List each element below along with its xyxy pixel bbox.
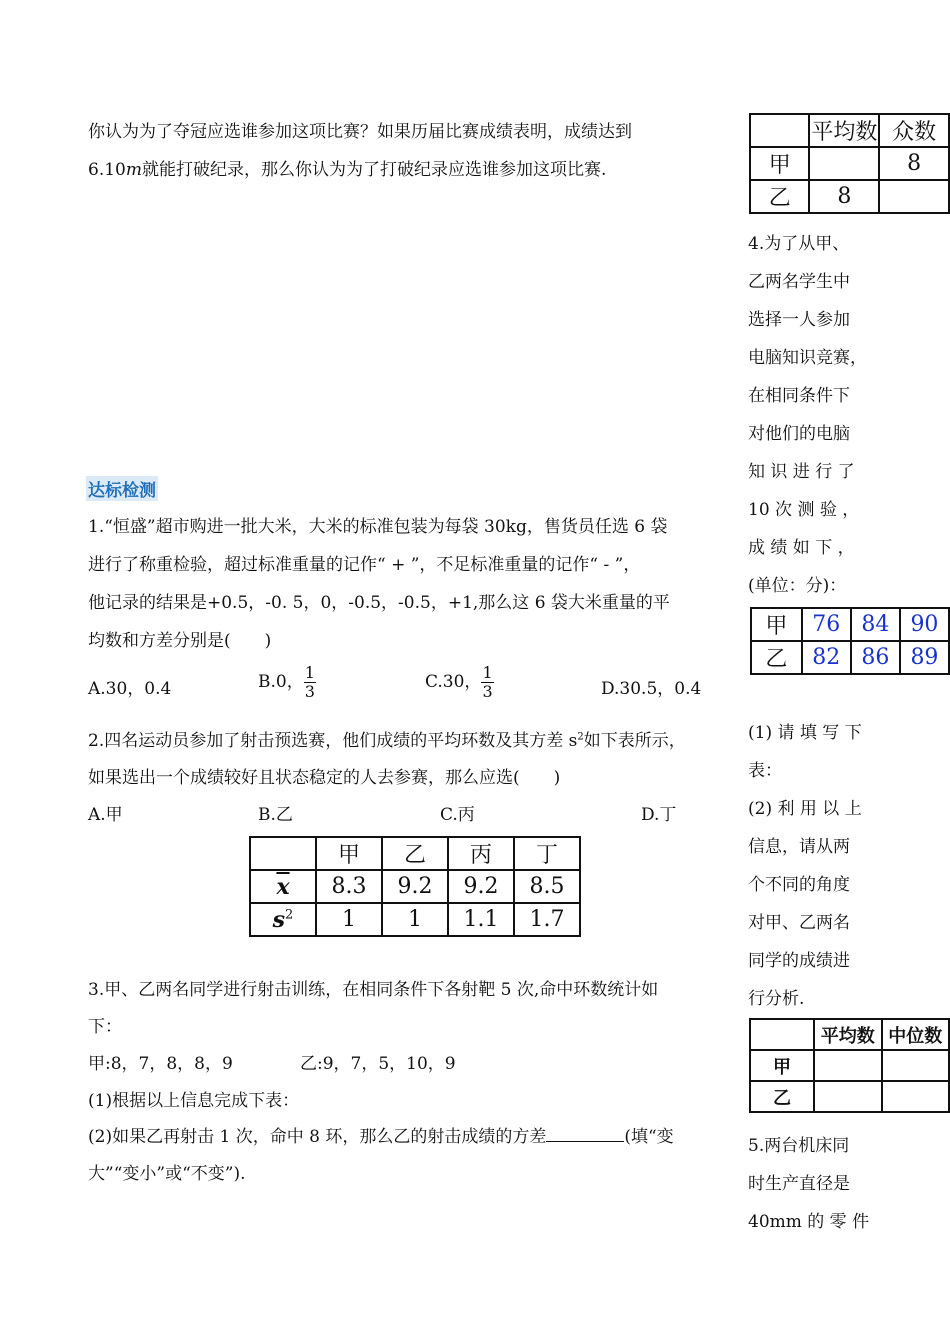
q5-line-1: 时生产直径是 — [748, 1174, 850, 1194]
q4-line-6: 知 识 进 行 了 — [748, 462, 855, 482]
top-text-line1: 你认为为了夺冠应选谁参加这项比赛？如果历届比赛成绩表明，成绩达到 — [88, 122, 632, 142]
q2-h3: 丙 — [448, 837, 514, 870]
q4-sub-2: (2) 利 用 以 上 — [748, 799, 862, 819]
t3-r1-c2 — [882, 1081, 949, 1112]
q1-c-denominator: 3 — [482, 682, 493, 701]
t3-h1: 平均数 — [814, 1019, 881, 1050]
q1-option-c-label: C.30， — [425, 672, 482, 692]
record-number: 6.10 — [88, 160, 126, 180]
q2-line-1 — [88, 726, 686, 751]
section-title: 达标检测 — [86, 476, 158, 501]
t1-r0-c0: 甲 — [750, 147, 809, 180]
q1-line-0: 1.“恒盛”超市购进一批大米，大米的标准包装为每袋 30kg，售货员任选 6 袋 — [88, 517, 668, 537]
t3-r0-c1 — [814, 1050, 881, 1081]
q2-var-3: 1.7 — [514, 903, 580, 936]
q3-line-1: 下： — [88, 1017, 122, 1037]
q2-line1-post: 如下表所示， — [583, 731, 686, 751]
q2-mean-label — [250, 870, 316, 903]
q4-line-3: 电脑知识竞赛， — [748, 348, 867, 368]
q2-mean-3: 8.5 — [514, 870, 580, 903]
q2-option-a: A.甲 — [88, 805, 123, 825]
s-symbol: s — [272, 906, 286, 933]
q1-option-b — [258, 664, 316, 701]
q2-var-2: 1.1 — [448, 903, 514, 936]
q3-sub2-line2: 大”“变小”或“不变”). — [88, 1164, 246, 1184]
x-bar-symbol: $\overline{x}$ — [276, 873, 290, 900]
t1-h2: 众数 — [879, 114, 949, 147]
q4-sub-0: (1) 请 填 写 下 — [748, 723, 862, 743]
q2-var-label — [250, 903, 316, 936]
q1-option-b-label: B.0， — [258, 672, 304, 692]
q4-line-8: 成 绩 如 下 ， — [748, 538, 855, 558]
t1-h0 — [750, 114, 809, 147]
t3-h2: 中位数 — [882, 1019, 949, 1050]
q1-c-numerator: 1 — [482, 663, 493, 682]
q4-line-1: 乙两名学生中 — [748, 272, 850, 292]
q1-b-denominator: 3 — [304, 682, 315, 701]
q1-option-b-fraction — [304, 664, 316, 701]
q2-option-b: B.乙 — [258, 805, 293, 825]
s-sup: 2 — [285, 907, 294, 923]
q3-jia-scores: 甲:8，7，8，8，9 — [88, 1054, 233, 1074]
q1-option-c — [425, 664, 494, 701]
right-table-mean-mode — [749, 113, 950, 214]
score-yi-0: 82 — [802, 641, 851, 674]
score-yi-1: 86 — [851, 641, 900, 674]
top-text-line2-rest: 就能打破纪录，那么你认为为了打破纪录应选谁参加这项比赛. — [141, 160, 607, 180]
q1-b-numerator: 1 — [304, 663, 315, 682]
q2-table — [249, 836, 581, 937]
t3-r0-c0: 甲 — [750, 1050, 814, 1081]
t3-r0-c2 — [882, 1050, 949, 1081]
answer-blank[interactable] — [546, 1127, 624, 1142]
t1-r1-c1: 8 — [809, 180, 879, 213]
t1-h1: 平均数 — [809, 114, 879, 147]
q2-line-2: 如果选出一个成绩较好且状态稳定的人去参赛，那么应选( ) — [88, 768, 561, 788]
q2-option-c: C.丙 — [440, 805, 475, 825]
q1-option-a: A.30，0.4 — [88, 679, 172, 699]
q2-h1: 甲 — [316, 837, 382, 870]
q3-line-0: 3.甲、乙两名同学进行射击训练，在相同条件下各射靶 5 次,命中环数统计如 — [88, 980, 659, 1000]
q4-line-2: 选择一人参加 — [748, 310, 850, 330]
q2-h0 — [250, 837, 316, 870]
q3-sub2-post: (填“变 — [624, 1127, 674, 1147]
q3-yi-scores: 乙:9，7，5，10，9 — [300, 1054, 456, 1074]
q3-sub1: (1)根据以上信息完成下表： — [88, 1091, 300, 1111]
q4-line-0: 4.为了从甲、 — [748, 234, 850, 254]
q4-line-5: 对他们的电脑 — [748, 424, 850, 444]
q4-sub-7: 行分析. — [748, 989, 805, 1009]
q2-mean-0: 8.3 — [316, 870, 382, 903]
t1-r0-c1 — [809, 147, 879, 180]
q2-h2: 乙 — [382, 837, 448, 870]
score-jia-2: 90 — [900, 608, 949, 641]
score-name-jia: 甲 — [751, 608, 802, 641]
t1-r1-c2 — [879, 180, 949, 213]
t1-r1-c0: 乙 — [750, 180, 809, 213]
score-jia-0: 76 — [802, 608, 851, 641]
q2-line1-sup: 2 — [577, 731, 584, 743]
q4-sub-4: 个不同的角度 — [748, 875, 850, 895]
q2-h4: 丁 — [514, 837, 580, 870]
top-text-line2 — [88, 155, 606, 180]
q1-option-d: D.30.5，0.4 — [601, 679, 702, 699]
q2-option-d: D.丁 — [641, 805, 677, 825]
q5-line-2: 40mm 的 零 件 — [748, 1212, 870, 1232]
q1-option-c-fraction — [481, 664, 493, 701]
q3-sub2 — [88, 1122, 674, 1147]
q4-sub-1: 表： — [748, 761, 782, 781]
record-unit: m — [125, 160, 142, 180]
score-name-yi: 乙 — [751, 641, 802, 674]
score-jia-1: 84 — [851, 608, 900, 641]
q3-sub2-pre: (2)如果乙再射击 1 次，命中 8 环，那么乙的射击成绩的方差 — [88, 1127, 547, 1147]
q4-sub-3: 信息，请从两 — [748, 837, 850, 857]
q4-scores-table — [750, 607, 950, 675]
q1-line-1: 进行了称重检验，超过标准重量的记作“ + ”，不足标准重量的记作“ - ”， — [88, 555, 641, 575]
score-yi-2: 89 — [900, 641, 949, 674]
t3-r1-c0: 乙 — [750, 1081, 814, 1112]
q4-line-9: (单位：分)： — [748, 576, 847, 596]
q2-mean-2: 9.2 — [448, 870, 514, 903]
q1-line-3: 均数和方差分别是( ) — [88, 631, 272, 651]
q4-sub-6: 同学的成绩进 — [748, 951, 850, 971]
t1-r0-c2: 8 — [879, 147, 949, 180]
t3-h0 — [750, 1019, 814, 1050]
q2-var-1: 1 — [382, 903, 448, 936]
q2-var-0: 1 — [316, 903, 382, 936]
q2-line1-pre: 2.四名运动员参加了射击预选赛，他们成绩的平均环数及其方差 s — [88, 731, 578, 751]
q4-line-7: 10 次 测 验 ， — [748, 500, 860, 520]
q2-mean-1: 9.2 — [382, 870, 448, 903]
t3-r1-c1 — [814, 1081, 881, 1112]
q4-sub-5: 对甲、乙两名 — [748, 913, 850, 933]
q4-answer-table — [749, 1018, 950, 1113]
q4-line-4: 在相同条件下 — [748, 386, 850, 406]
q5-line-0: 5.两台机床同 — [748, 1136, 850, 1156]
q1-line-2: 他记录的结果是+0.5，-0. 5，0，-0.5，-0.5，+1,那么这 6 袋大米重量的平 — [88, 593, 670, 613]
